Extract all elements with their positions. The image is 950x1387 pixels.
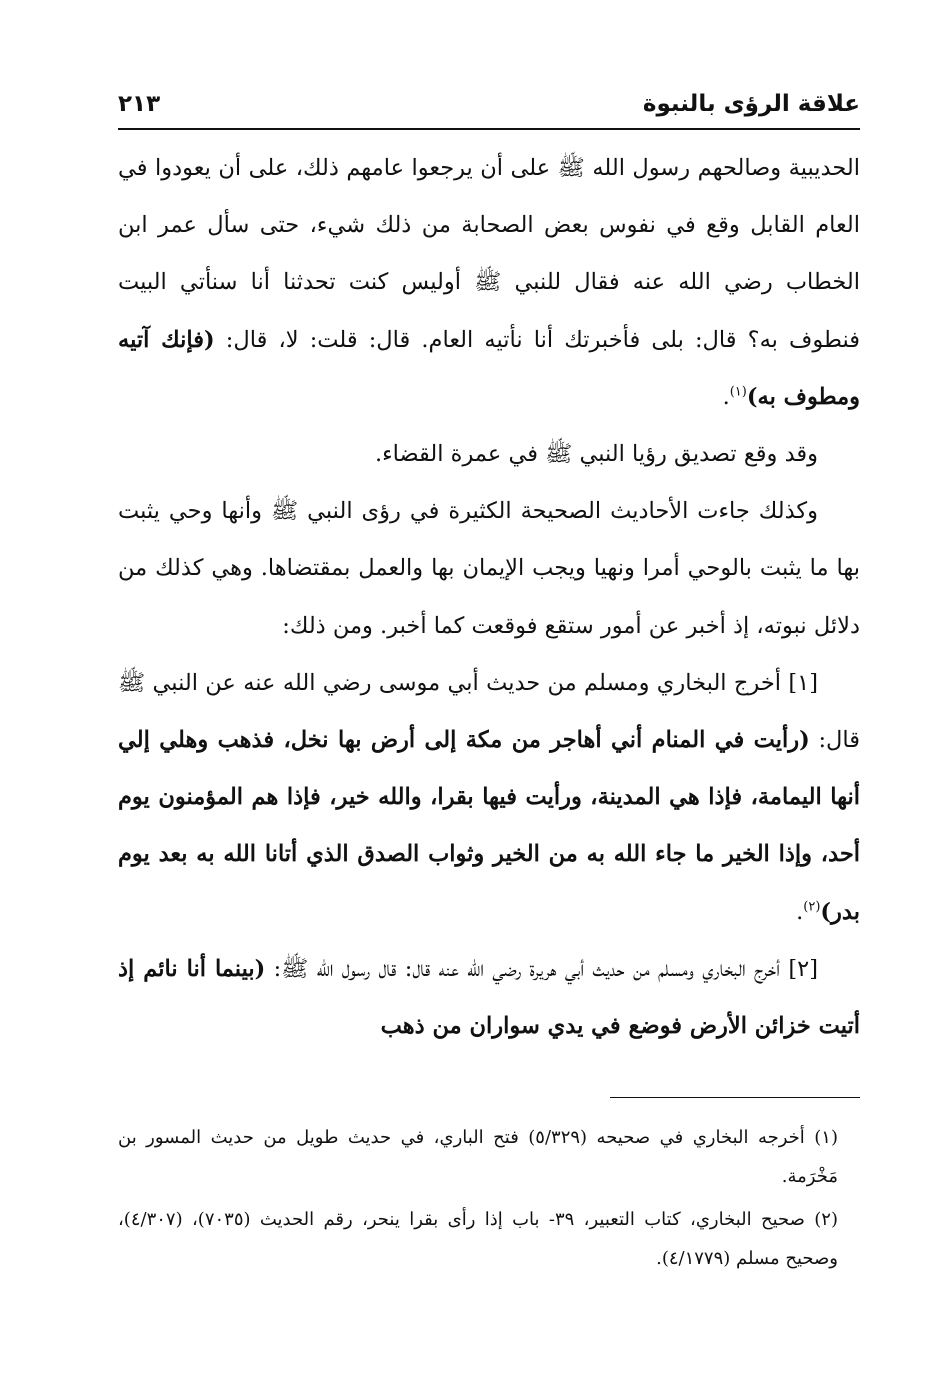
footnote-2: (٢) صحيح البخاري، كتاب التعبير، ٣٩- باب إذا رأى بقرا ينحر، رقم الحديث (٧٠٣٥)، (٤/٣٠٧)، وصحيح مسلم (٤/١٧٧٩).: [118, 1209, 838, 1269]
paragraph-4-end: .: [796, 898, 804, 925]
header-rule: [118, 128, 860, 130]
hadith-quote-3: (بينما أنا نائم إذ أتيت خزائن الأرض فوضع في يدي سواران من ذهب: [118, 955, 860, 1040]
paragraph-4: [118, 655, 860, 941]
footnote-ref-1: (١): [729, 384, 747, 400]
paragraph-1-end: .: [722, 383, 730, 410]
running-title: علاقة الرؤى بالنبوة: [642, 91, 860, 117]
paragraph-5-text: [٢] أخرج البخاري ومسلم من حديث أبي هريرة رضي الله عنه قال: قال رسول الله ﷺ:: [265, 955, 818, 982]
footnote-ref-2: (٢): [803, 899, 821, 915]
paragraph-1-text: الحديبية وصالحهم رسول الله ﷺ على أن يرجعوا عامهم ذلك، على أن يعودوا في العام القابل وقع في نفوس بعض الصحابة من ذلك شيء، حتى سأل عمر ابن الخطاب رضي الله عنه فقال للنبي ﷺ أوليس كنت تحدثنا أنا سنأتي البيت فنطوف به؟ قال: بلى فأخبرتك أنا نأتيه العام. قال: قلت: لا، قال:: [118, 155, 861, 353]
paragraph-4-text: [١] أخرج البخاري ومسلم من حديث أبي موسى رضي الله عنه عن النبي ﷺ قال:: [118, 669, 860, 754]
paragraph-5: [118, 941, 860, 1055]
paragraph-3: وكذلك جاءت الأحاديث الصحيحة الكثيرة في رؤى النبي ﷺ وأنها وحي يثبت بها ما يثبت بالوحي أمرا ونهيا ويجب الإيمان بها والعمل بمقتضاها. وهي كذلك من دلائل نبوته، إذ أخبر عن أمور ستقع فوقعت كما أخبر. ومن ذلك:: [118, 498, 860, 639]
paragraph-2: وقد وقع تصديق رؤيا النبي ﷺ في عمرة القضاء.: [374, 441, 818, 468]
footnote-1: (١) أخرجه البخاري في صحيحه (٥/٣٢٩) فتح الباري، في حديث طويل من حديث المسور بن مَخْرَمة.: [118, 1127, 838, 1187]
hadith-quote-1: (فإنك آتيه ومطوف به): [118, 326, 860, 410]
hadith-quote-2: (رأيت في المنام أني أهاجر من مكة إلى أرض بها نخل، فذهب وهلي إلي أنها اليمامة، فإذا هي المدينة، ورأيت فيها بقرا، والله خير، فإذا هم المؤمنون يوم أحد، وإذا الخير ما جاء الله به من الخير وثواب الصدق الذي أتانا الله به بعد يوم بدر): [118, 727, 860, 925]
paragraph-1: [118, 140, 860, 426]
running-header: [118, 82, 860, 126]
footnote-rule: [610, 1097, 860, 1098]
main-text: [118, 140, 860, 1055]
footnotes: [118, 1118, 860, 1282]
page-number: ٢١٣: [118, 91, 161, 117]
